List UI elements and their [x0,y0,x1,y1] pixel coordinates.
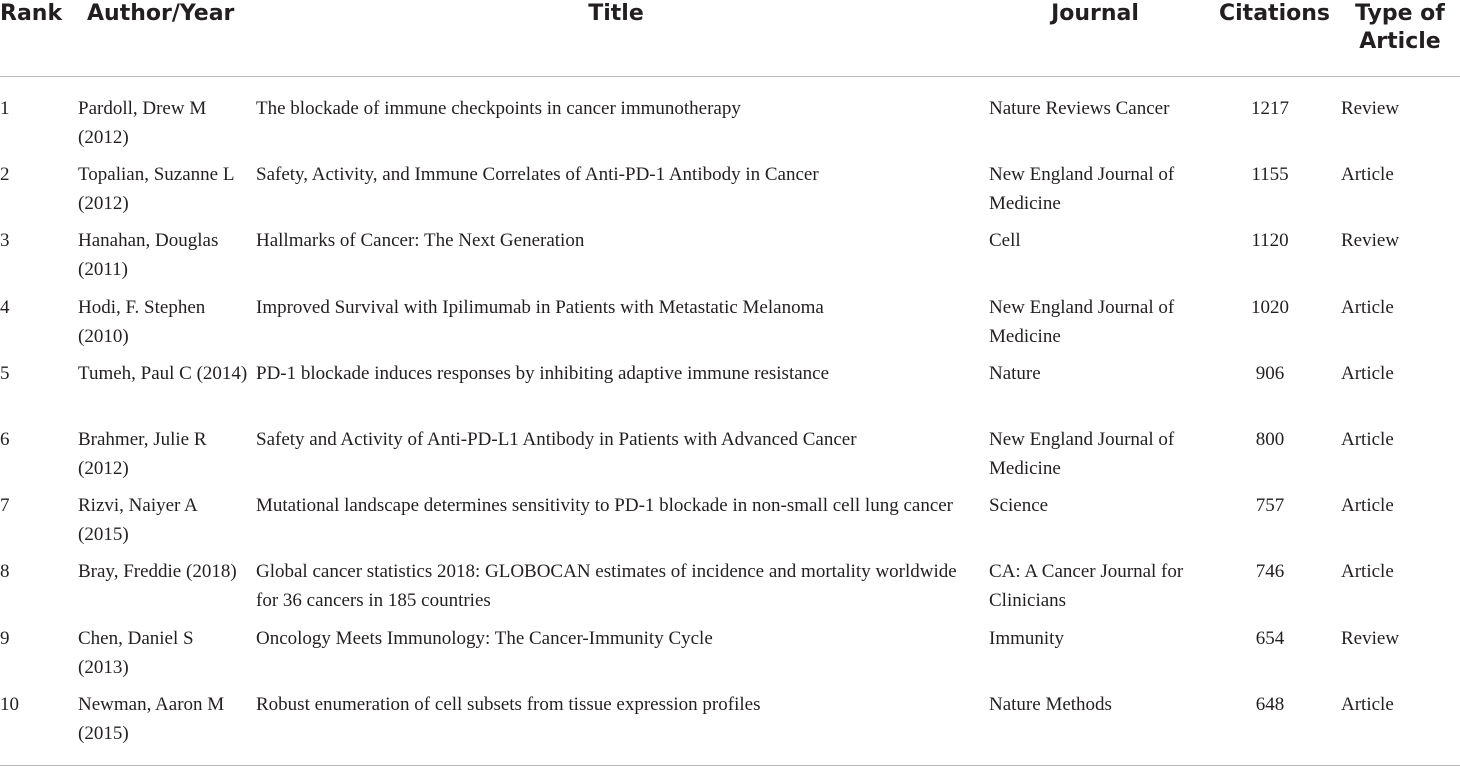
cell-author-year: Hodi, F. Stephen (2010) [78,296,206,347]
cell-type: Article [1341,296,1394,318]
cell-rank: 6 [0,428,10,450]
table-row [0,557,1460,623]
cell-title: Hallmarks of Cancer: The Next Generation [256,230,585,252]
table-header [0,0,1460,78]
cell-title: Improved Survival with Ipilimumab in Patients with Metastatic Melanoma [256,296,824,318]
cell-author-year: Tumeh, Paul C (2014) [78,362,248,384]
cell-rank: 10 [0,693,19,715]
table-row [0,293,1460,359]
cell-journal: Science [989,495,1049,517]
cell-title: Global cancer statistics 2018: GLOBOCAN estimates of incidence and mortality worldwide for 36 cancers in 185 countries [256,561,957,612]
cell-journal: New England Journal of Medicine [989,296,1175,347]
cell-journal: Immunity [989,627,1064,649]
cell-author-year: Rizvi, Naiyer A (2015) [78,495,197,546]
table-body [0,94,1460,756]
cell-citations: 1120 [1251,230,1289,252]
cell-journal: Nature [989,362,1041,384]
cell-journal: New England Journal of Medicine [989,164,1175,215]
table-row [0,425,1460,491]
cell-citations: 1217 [1251,98,1289,119]
cell-citations: 1155 [1251,164,1289,186]
cell-citations: 906 [1255,362,1285,384]
cell-rank: 4 [0,296,10,318]
header-rank: Rank [0,1,63,26]
cell-journal: Cell [989,230,1021,252]
cell-type: Article [1341,561,1394,583]
header-type-of-article: Type of Article [1355,1,1445,54]
cell-author-year: Topalian, Suzanne L (2012) [78,164,234,215]
cell-author-year: Brahmer, Julie R (2012) [78,428,207,479]
cell-type: Review [1341,230,1400,252]
cell-rank: 7 [0,495,10,517]
cell-rank: 1 [0,98,10,119]
cell-journal: CA: A Cancer Journal for Clinicians [989,561,1184,612]
cell-title: Safety, Activity, and Immune Correlates of Anti-PD-1 Antibody in Cancer [256,164,819,186]
cell-citations: 746 [1255,561,1285,583]
cell-title: PD-1 blockade induces responses by inhibiting adaptive immune resistance [256,362,830,384]
cell-citations: 654 [1255,627,1285,649]
cell-type: Article [1341,164,1394,186]
table-row [0,94,1460,160]
cell-title: Oncology Meets Immunology: The Cancer-Immunity Cycle [256,627,713,649]
cell-author-year: Newman, Aaron M (2015) [78,693,225,744]
header-divider [0,76,1460,77]
cell-title: Mutational landscape determines sensitivity to PD-1 blockade in non-small cell lung cancer [256,495,954,517]
cell-journal: New England Journal of Medicine [989,428,1175,479]
cell-citations: 757 [1255,495,1285,517]
cell-author-year: Hanahan, Douglas (2011) [78,230,219,281]
table-row [0,359,1460,425]
cell-type: Article [1341,428,1394,450]
cell-citations: 648 [1255,693,1285,715]
cell-title: Safety and Activity of Anti-PD-L1 Antibody in Patients with Advanced Cancer [256,428,857,450]
cell-type: Article [1341,693,1394,715]
cell-journal: Nature Methods [989,693,1112,715]
cell-citations: 1020 [1251,296,1289,318]
header-title: Title [588,1,644,26]
cell-citations: 800 [1255,428,1285,450]
cell-title: The blockade of immune checkpoints in cancer immunotherapy [256,98,741,119]
table-row [0,160,1460,226]
cell-type: Review [1341,98,1400,119]
cell-type: Article [1341,362,1394,384]
cell-author-year: Bray, Freddie (2018) [78,561,237,583]
cell-rank: 2 [0,164,10,186]
table-bottom-rule [0,765,1460,766]
cell-author-year: Pardoll, Drew M (2012) [78,98,207,148]
table-row [0,491,1460,557]
cell-rank: 8 [0,561,10,583]
header-citations: Citations [1219,1,1330,26]
cell-title: Robust enumeration of cell subsets from tissue expression profiles [256,693,761,715]
table-row [0,624,1460,690]
cell-rank: 9 [0,627,10,649]
cell-journal: Nature Reviews Cancer [989,98,1170,119]
cell-rank: 3 [0,230,10,252]
cell-rank: 5 [0,362,10,384]
header-author-year: Author/Year [87,1,235,26]
header-journal: Journal [1051,1,1139,26]
table-row [0,690,1460,756]
table-row [0,226,1460,292]
cell-type: Article [1341,495,1394,517]
cell-author-year: Chen, Daniel S (2013) [78,627,194,678]
cell-type: Review [1341,627,1400,649]
